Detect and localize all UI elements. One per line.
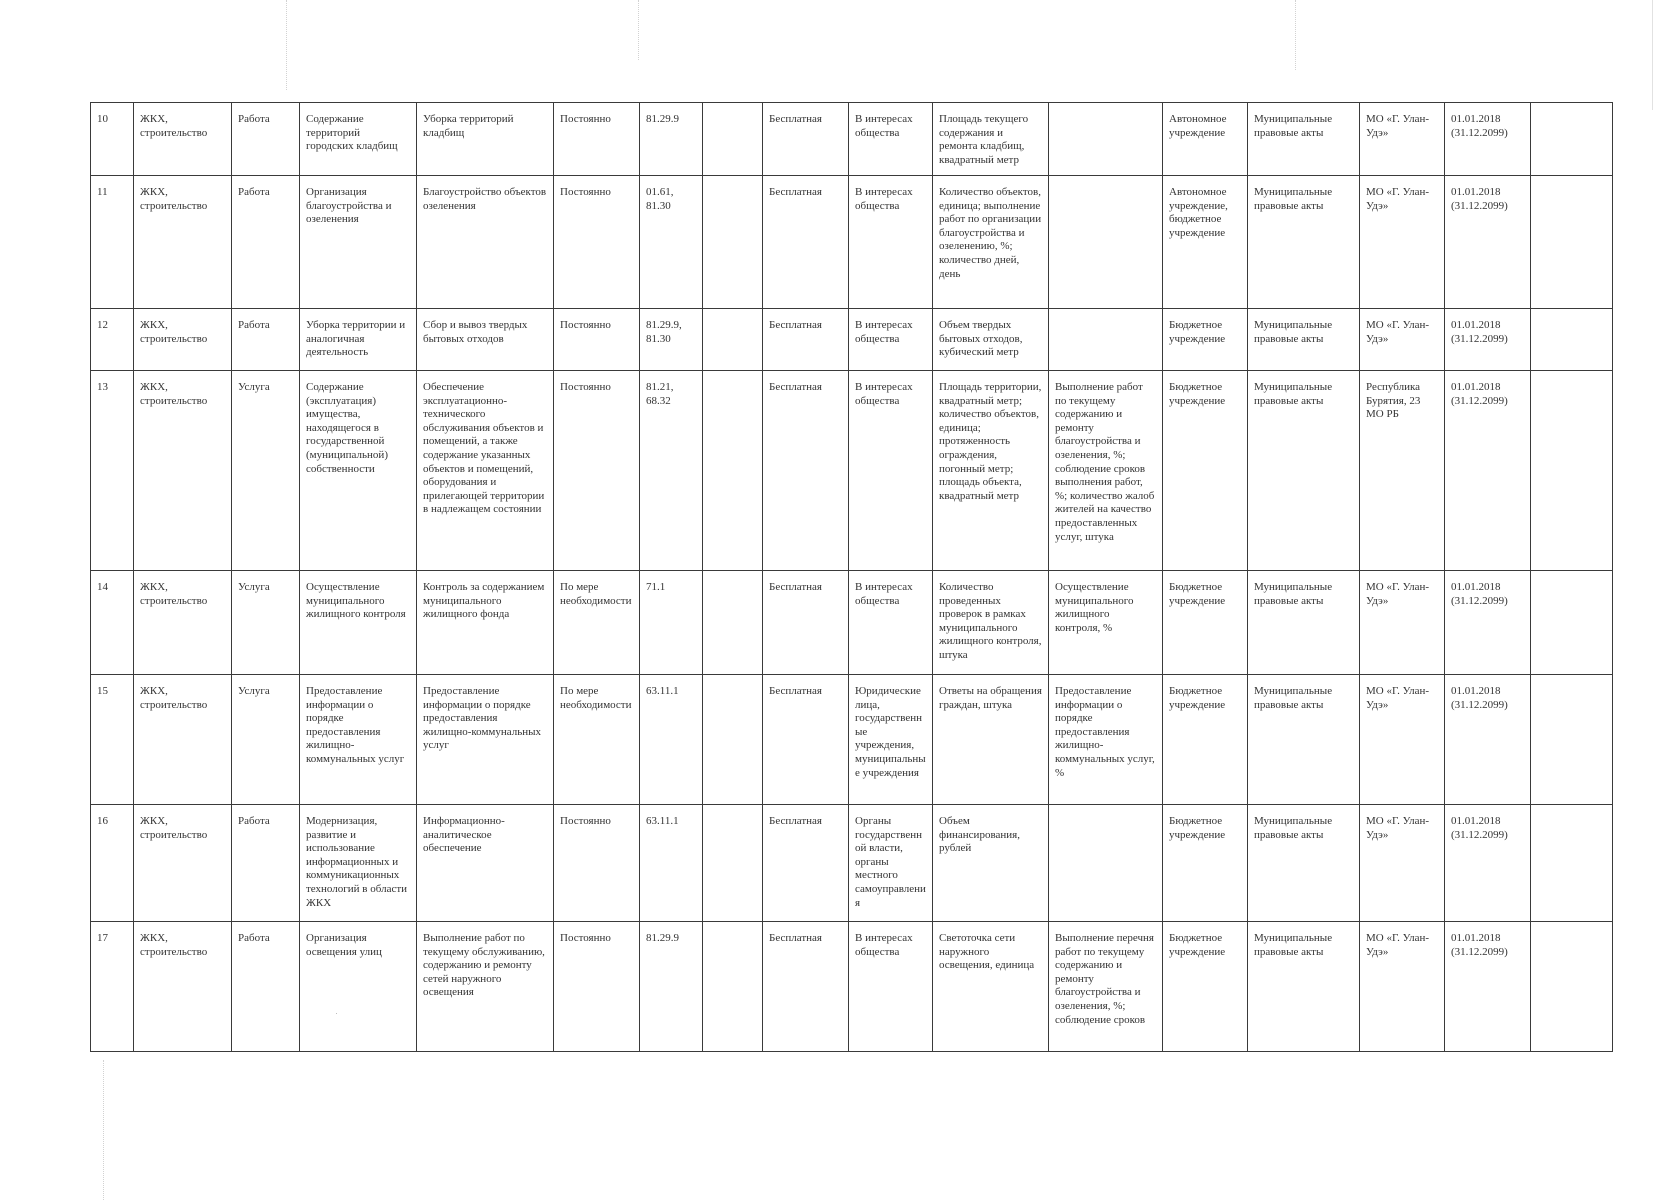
volume-indicator-cell: Объем финансирования, рублей — [933, 805, 1049, 922]
scan-artifact — [286, 0, 287, 90]
notes-cell — [1531, 371, 1613, 571]
empty-cell — [703, 675, 763, 805]
dates-cell: 01.01.2018 (31.12.2099) — [1445, 103, 1531, 176]
authority-cell: МО «Г. Улан-Удэ» — [1360, 571, 1445, 675]
row-number: 12 — [91, 309, 134, 371]
dates-cell: 01.01.2018 (31.12.2099) — [1445, 675, 1531, 805]
content-cell: Выполнение работ по текущему обслуживанию, содержанию и ремонту сетей наружного освещения — [417, 922, 554, 1052]
legal-acts-cell: Муниципальные правовые акты — [1248, 805, 1360, 922]
payment-cell: Бесплатная — [763, 675, 849, 805]
empty-cell — [703, 309, 763, 371]
frequency-cell: Постоянно — [554, 103, 640, 176]
row-number: 11 — [91, 176, 134, 309]
empty-cell — [703, 176, 763, 309]
volume-indicator-cell: Объем твердых бытовых отходов, кубический метр — [933, 309, 1049, 371]
empty-cell — [703, 922, 763, 1052]
service-name-cell: Организация благоустройства и озеленения — [300, 176, 417, 309]
dates-cell: 01.01.2018 (31.12.2099) — [1445, 571, 1531, 675]
table-row — [91, 103, 1613, 176]
consumers-cell: В интересах общества — [849, 103, 933, 176]
okved-cell: 01.61, 81.30 — [640, 176, 703, 309]
services-registry-table — [90, 102, 1613, 1052]
institution-type-cell: Бюджетное учреждение — [1163, 805, 1248, 922]
sector-cell: ЖКХ, строительство — [134, 371, 232, 571]
authority-cell: МО «Г. Улан-Удэ» — [1360, 176, 1445, 309]
dates-cell: 01.01.2018 (31.12.2099) — [1445, 922, 1531, 1052]
okved-cell: 81.21, 68.32 — [640, 371, 703, 571]
scan-artifact — [1652, 0, 1653, 110]
table-row — [91, 309, 1613, 371]
empty-cell — [703, 371, 763, 571]
volume-indicator-cell: Количество проведенных проверок в рамках муниципального жилищного контроля, штука — [933, 571, 1049, 675]
kind-cell: Работа — [232, 103, 300, 176]
payment-cell: Бесплатная — [763, 371, 849, 571]
service-name-cell: Осуществление муниципального жилищного контроля — [300, 571, 417, 675]
legal-acts-cell: Муниципальные правовые акты — [1248, 176, 1360, 309]
table-row — [91, 805, 1613, 922]
frequency-cell: Постоянно — [554, 176, 640, 309]
dates-cell: 01.01.2018 (31.12.2099) — [1445, 371, 1531, 571]
institution-type-cell: Бюджетное учреждение — [1163, 922, 1248, 1052]
content-cell: Уборка территорий кладбищ — [417, 103, 554, 176]
frequency-cell: По мере необходимости — [554, 571, 640, 675]
table-row — [91, 675, 1613, 805]
table-row — [91, 371, 1613, 571]
notes-cell — [1531, 922, 1613, 1052]
content-cell: Информационно-аналитическое обеспечение — [417, 805, 554, 922]
institution-type-cell: Бюджетное учреждение — [1163, 571, 1248, 675]
legal-acts-cell: Муниципальные правовые акты — [1248, 675, 1360, 805]
content-cell: Контроль за содержанием муниципального жилищного фонда — [417, 571, 554, 675]
frequency-cell: По мере необходимости — [554, 675, 640, 805]
volume-indicator-cell: Количество объектов, единица; выполнение работ по организации благоустройства и озеленению, %; количество дней, день — [933, 176, 1049, 309]
service-name-cell: Модернизация, развитие и использование информационных и коммуникационных технологий в области ЖКХ — [300, 805, 417, 922]
legal-acts-cell: Муниципальные правовые акты — [1248, 103, 1360, 176]
notes-cell — [1531, 675, 1613, 805]
authority-cell: МО «Г. Улан-Удэ» — [1360, 675, 1445, 805]
notes-cell — [1531, 571, 1613, 675]
institution-type-cell: Автономное учреждение — [1163, 103, 1248, 176]
frequency-cell: Постоянно — [554, 805, 640, 922]
content-cell: Сбор и вывоз твердых бытовых отходов — [417, 309, 554, 371]
kind-cell: Работа — [232, 309, 300, 371]
sector-cell: ЖКХ, строительство — [134, 176, 232, 309]
kind-cell: Работа — [232, 922, 300, 1052]
service-name-cell: Предоставление информации о порядке предоставления жилищно-коммунальных услуг — [300, 675, 417, 805]
service-name-cell: Содержание (эксплуатация) имущества, находящегося в государственной (муниципальной) собственности — [300, 371, 417, 571]
okved-cell: 81.29.9 — [640, 103, 703, 176]
quality-indicator-cell — [1049, 309, 1163, 371]
institution-type-cell: Бюджетное учреждение — [1163, 675, 1248, 805]
payment-cell: Бесплатная — [763, 309, 849, 371]
scan-artifact — [1295, 0, 1296, 70]
frequency-cell: Постоянно — [554, 309, 640, 371]
payment-cell: Бесплатная — [763, 103, 849, 176]
quality-indicator-cell: Осуществление муниципального жилищного контроля, % — [1049, 571, 1163, 675]
empty-cell — [703, 805, 763, 922]
frequency-cell: Постоянно — [554, 922, 640, 1052]
kind-cell: Услуга — [232, 371, 300, 571]
quality-indicator-cell: Выполнение перечня работ по текущему содержанию и ремонту благоустройства и озеленения, %; соблюдение сроков — [1049, 922, 1163, 1052]
scan-artifact — [638, 0, 639, 60]
okved-cell: 63.11.1 — [640, 805, 703, 922]
authority-cell: МО «Г. Улан-Удэ» — [1360, 805, 1445, 922]
quality-indicator-cell: Предоставление информации о порядке предоставления жилищно-коммунальных услуг, % — [1049, 675, 1163, 805]
service-name-cell: Организация освещения улиц — [300, 922, 417, 1052]
notes-cell — [1531, 309, 1613, 371]
payment-cell: Бесплатная — [763, 922, 849, 1052]
row-number: 10 — [91, 103, 134, 176]
dates-cell: 01.01.2018 (31.12.2099) — [1445, 805, 1531, 922]
consumers-cell: В интересах общества — [849, 922, 933, 1052]
payment-cell: Бесплатная — [763, 176, 849, 309]
consumers-cell: Юридические лица, государственные учреждения, муниципальные учреждения — [849, 675, 933, 805]
legal-acts-cell: Муниципальные правовые акты — [1248, 371, 1360, 571]
service-name-cell: Содержание территорий городских кладбищ — [300, 103, 417, 176]
consumers-cell: В интересах общества — [849, 371, 933, 571]
quality-indicator-cell: Выполнение работ по текущему содержанию и ремонту благоустройства и озеленения, %; соблюдение сроков выполнения работ, %; количество жалоб жителей на качество предоставленных услуг, штука — [1049, 371, 1163, 571]
authority-cell: МО «Г. Улан-Удэ» — [1360, 103, 1445, 176]
institution-type-cell: Бюджетное учреждение — [1163, 309, 1248, 371]
row-number: 17 — [91, 922, 134, 1052]
row-number: 15 — [91, 675, 134, 805]
volume-indicator-cell: Светоточка сети наружного освещения, единица — [933, 922, 1049, 1052]
consumers-cell: В интересах общества — [849, 309, 933, 371]
volume-indicator-cell: Площадь текущего содержания и ремонта кладбищ, квадратный метр — [933, 103, 1049, 176]
dates-cell: 01.01.2018 (31.12.2099) — [1445, 176, 1531, 309]
table-row — [91, 176, 1613, 309]
okved-cell: 81.29.9, 81.30 — [640, 309, 703, 371]
scan-artifact — [103, 1060, 104, 1200]
table-row — [91, 922, 1613, 1052]
legal-acts-cell: Муниципальные правовые акты — [1248, 571, 1360, 675]
quality-indicator-cell — [1049, 103, 1163, 176]
authority-cell: МО «Г. Улан-Удэ» — [1360, 922, 1445, 1052]
consumers-cell: Органы государственной власти, органы местного самоуправления — [849, 805, 933, 922]
content-cell: Предоставление информации о порядке предоставления жилищно-коммунальных услуг — [417, 675, 554, 805]
volume-indicator-cell: Площадь территории, квадратный метр; количество объектов, единица; протяженность ограждения, погонный метр; площадь объекта, квадратный метр — [933, 371, 1049, 571]
notes-cell — [1531, 103, 1613, 176]
kind-cell: Услуга — [232, 675, 300, 805]
kind-cell: Работа — [232, 805, 300, 922]
consumers-cell: В интересах общества — [849, 176, 933, 309]
row-number: 14 — [91, 571, 134, 675]
authority-cell: МО «Г. Улан-Удэ» — [1360, 309, 1445, 371]
sector-cell: ЖКХ, строительство — [134, 571, 232, 675]
row-number: 13 — [91, 371, 134, 571]
legal-acts-cell: Муниципальные правовые акты — [1248, 922, 1360, 1052]
sector-cell: ЖКХ, строительство — [134, 309, 232, 371]
legal-acts-cell: Муниципальные правовые акты — [1248, 309, 1360, 371]
kind-cell: Работа — [232, 176, 300, 309]
consumers-cell: В интересах общества — [849, 571, 933, 675]
okved-cell: 81.29.9 — [640, 922, 703, 1052]
sector-cell: ЖКХ, строительство — [134, 103, 232, 176]
quality-indicator-cell — [1049, 176, 1163, 309]
row-number: 16 — [91, 805, 134, 922]
okved-cell: 63.11.1 — [640, 675, 703, 805]
authority-cell: Республика Бурятия, 23 МО РБ — [1360, 371, 1445, 571]
sector-cell: ЖКХ, строительство — [134, 805, 232, 922]
institution-type-cell: Автономное учреждение, бюджетное учреждение — [1163, 176, 1248, 309]
payment-cell: Бесплатная — [763, 571, 849, 675]
content-cell: Благоустройство объектов озеленения — [417, 176, 554, 309]
quality-indicator-cell — [1049, 805, 1163, 922]
payment-cell: Бесплатная — [763, 805, 849, 922]
kind-cell: Услуга — [232, 571, 300, 675]
empty-cell — [703, 571, 763, 675]
service-name-cell: Уборка территории и аналогичная деятельность — [300, 309, 417, 371]
empty-cell — [703, 103, 763, 176]
institution-type-cell: Бюджетное учреждение — [1163, 371, 1248, 571]
content-cell: Обеспечение эксплуатационно-технического обслуживания объектов и помещений, а также содержание указанных объектов и помещений, оборудования и прилегающей территории в надлежащем состоянии — [417, 371, 554, 571]
notes-cell — [1531, 805, 1613, 922]
notes-cell — [1531, 176, 1613, 309]
sector-cell: ЖКХ, строительство — [134, 922, 232, 1052]
table-body — [91, 103, 1613, 1052]
volume-indicator-cell: Ответы на обращения граждан, штука — [933, 675, 1049, 805]
okved-cell: 71.1 — [640, 571, 703, 675]
frequency-cell: Постоянно — [554, 371, 640, 571]
table-row — [91, 571, 1613, 675]
sector-cell: ЖКХ, строительство — [134, 675, 232, 805]
dates-cell: 01.01.2018 (31.12.2099) — [1445, 309, 1531, 371]
